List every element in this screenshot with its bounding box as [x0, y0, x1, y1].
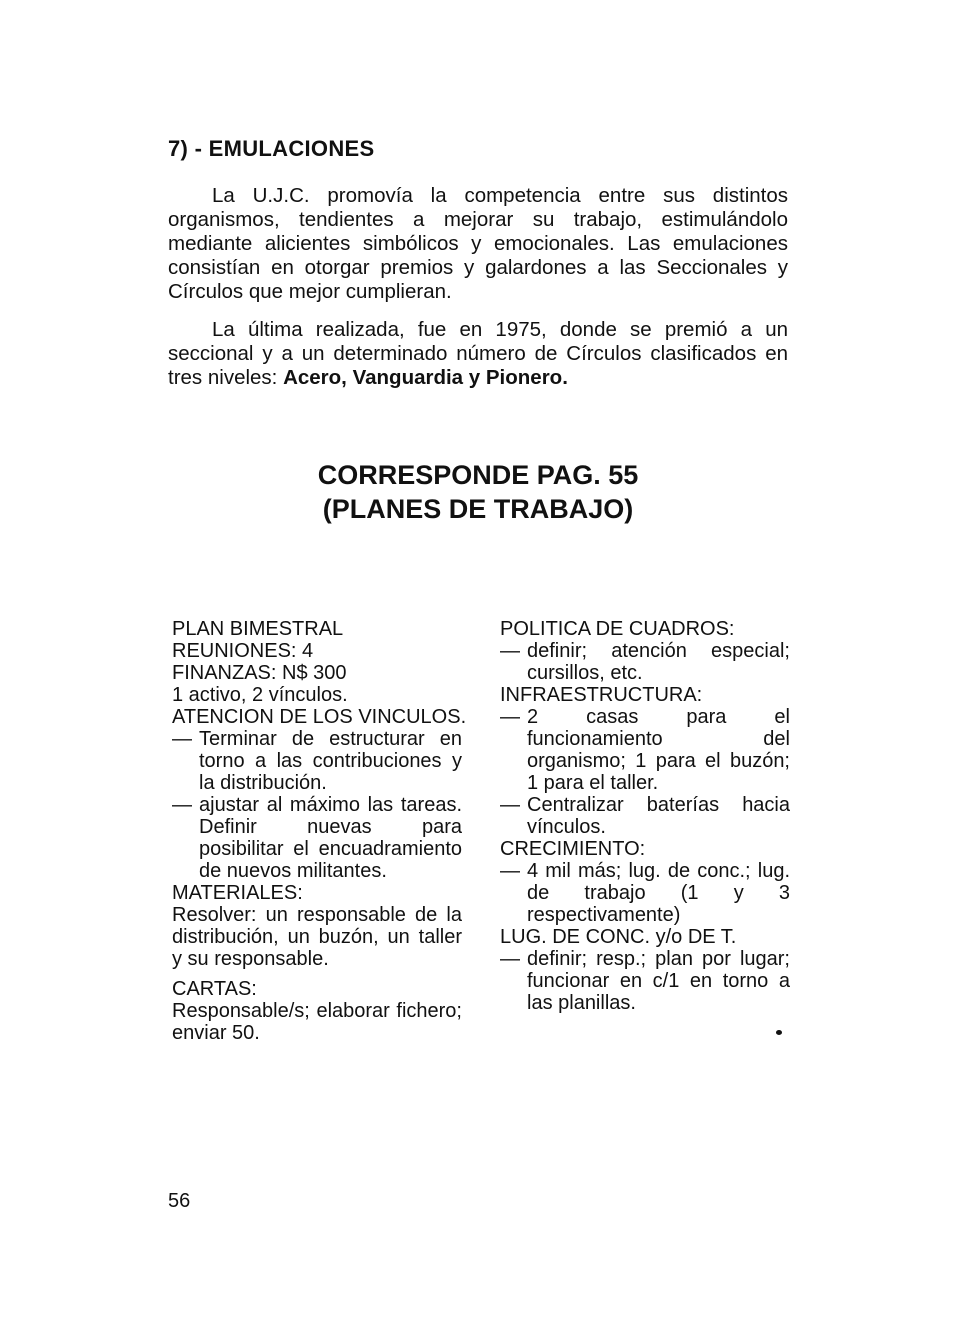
list-item-text: Centralizar baterías hacia vínculos.: [527, 794, 790, 838]
list-item: [500, 860, 790, 926]
paragraph-ultima-emulacion: [168, 318, 788, 390]
cartas-heading: CARTAS:: [172, 978, 257, 1000]
ink-speck: [776, 1030, 782, 1035]
list-item-text: ajustar al máximo las tareas. Definir nuevas para posibilitar el encuadramiento de nuevos militantes.: [199, 794, 462, 882]
correspondence-heading: [168, 458, 788, 526]
reuniones-line: REUNIONES: 4: [172, 640, 314, 662]
correspondence-line-1: CORRESPONDE PAG. 55: [317, 460, 639, 490]
dash-mark: —: [500, 948, 520, 970]
list-item: [172, 794, 462, 882]
materiales-heading: MATERIALES:: [172, 882, 303, 904]
right-column: [500, 618, 790, 1014]
list-item-text: 4 mil más; lug. de conc.; lug. de trabajo (1 y 3 respectivamente): [527, 860, 790, 926]
finanzas-line: FINANZAS: N$ 300: [172, 662, 347, 684]
dash-mark: —: [500, 794, 520, 816]
list-item-text: Terminar de estructurar en torno a las contribuciones y la distribución.: [199, 728, 462, 794]
paragraph-emulaciones: La U.J.C. promovía la competencia entre sus distintos organismos, tendientes a mejorar su trabajo, estimulándolo mediante alicientes simbólicos y emocionales. Las emulaciones consistían en otorgar premios y galardones a las Seccionales y Círculos que mejor cumplieran.: [168, 184, 788, 303]
list-item-text: 2 casas para el funcionamiento del organismo; 1 para el buzón; 1 para el taller.: [527, 706, 790, 794]
crecimiento-heading: CRECIMIENTO:: [500, 838, 646, 860]
dash-mark: —: [172, 728, 192, 750]
section-heading: 7) - EMULACIONES: [168, 136, 375, 161]
dash-mark: —: [500, 640, 520, 662]
dash-mark: —: [500, 706, 520, 728]
cartas-text: Responsable/s; elaborar fichero; enviar 50.: [172, 1000, 462, 1044]
dash-mark: —: [172, 794, 192, 816]
lugares-heading: LUG. DE CONC. y/o DE T.: [500, 926, 737, 948]
correspondence-line-2: (PLANES DE TRABAJO): [322, 494, 634, 524]
list-item: [500, 794, 790, 838]
materiales-text: Resolver: un responsable de la distribución, un buzón, un taller y su responsable.: [172, 904, 462, 970]
page-number: 56: [168, 1190, 191, 1212]
list-item-text: definir; atención especial; cursillos, etc.: [527, 640, 790, 684]
levels-emphasis: Acero, Vanguardia y Pionero.: [283, 366, 568, 389]
list-item: [500, 640, 790, 684]
politica-heading: POLITICA DE CUADROS:: [500, 618, 735, 640]
list-item: [500, 948, 790, 1014]
list-item: [172, 728, 462, 794]
atencion-heading: ATENCION DE LOS VINCULOS.: [172, 706, 467, 728]
dash-mark: —: [500, 860, 520, 882]
plan-title: PLAN BIMESTRAL: [172, 618, 344, 640]
infraestructura-heading: INFRAESTRUCTURA:: [500, 684, 703, 706]
activos-line: 1 activo, 2 vínculos.: [172, 684, 348, 706]
list-item-text: definir; resp.; plan por lugar; funcionar en c/1 en torno a las planillas.: [527, 948, 790, 1014]
list-item: [500, 706, 790, 794]
paragraph-text: La última realizada, fue en 1975, donde se premió a un seccional y a un determinado número de Círculos clasificados en tres niveles:: [168, 318, 788, 389]
left-column: [172, 618, 467, 1044]
